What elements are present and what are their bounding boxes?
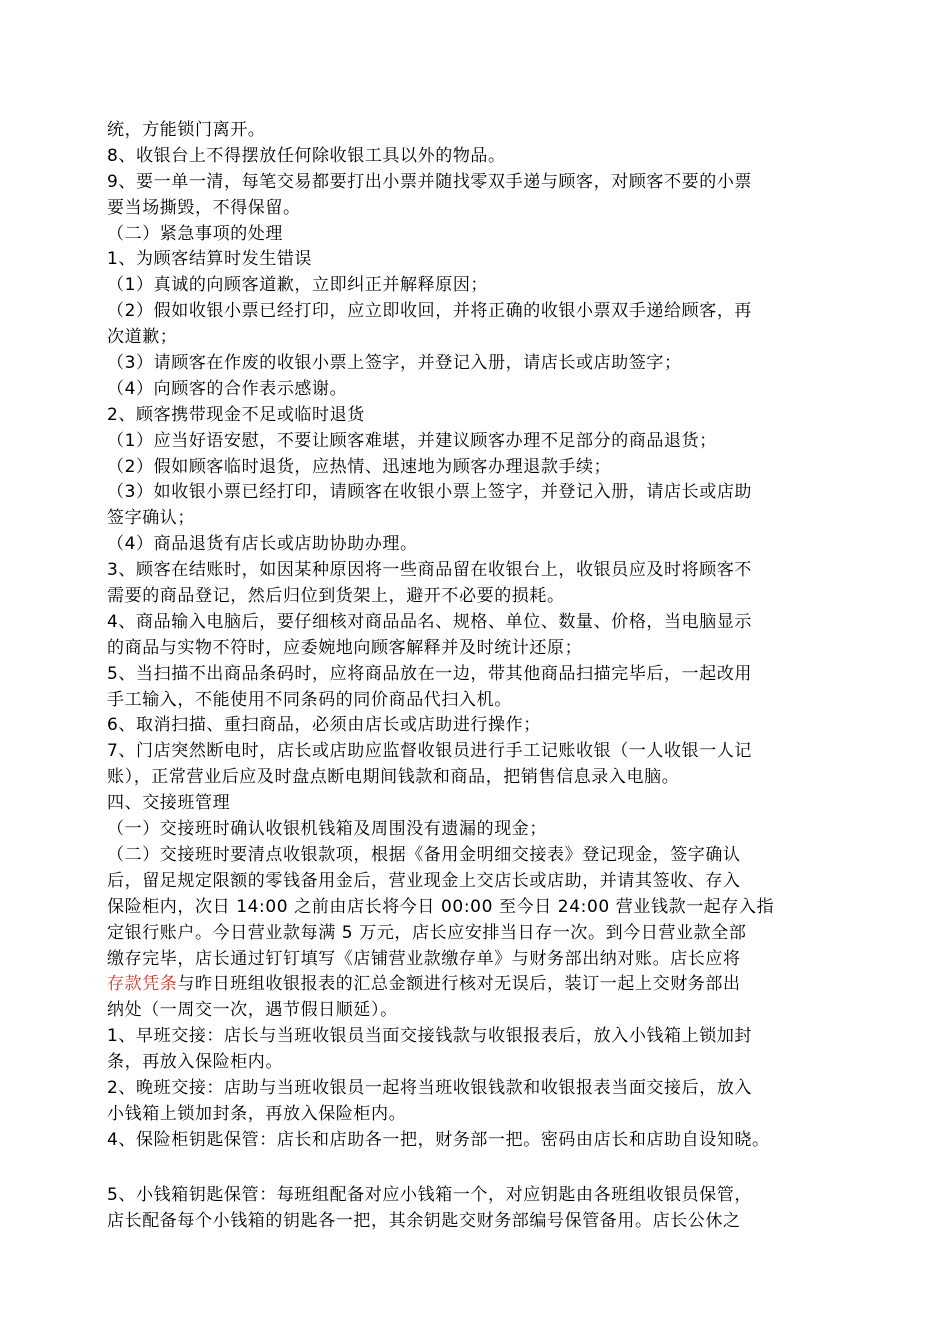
paragraph-block — [107, 998, 827, 1153]
text-line: （3）如收银小票已经打印，请顾客在收银小票上签字，并登记入册，请店长或店助 — [107, 482, 753, 503]
text-line: 4、商品输入电脑后，要仔细核对商品品名、规格、单位、数量、价格，当电脑显示 — [107, 611, 753, 632]
text-line: （二）交接班时要清点收银款项，根据《备用金明细交接表》登记现金，签字确认 — [107, 844, 741, 865]
text-line: 5、小钱箱钥匙保管：每班组配备对应小钱箱一个，对应钥匙由各班组收银员保管， — [107, 1184, 753, 1205]
text-line: （二）紧急事项的处理 — [107, 223, 283, 244]
text-line: 2、晚班交接：店助与当班收银员一起将当班收银钱款和收银报表当面交接后，放入 — [107, 1077, 753, 1098]
paragraph-block — [107, 1183, 827, 1235]
text-line: 保险柜内，次日 14:00 之前由店长将今日 00:00 至今日 24:00 营业钱款一起存入指 — [107, 896, 775, 917]
text-line: （4）向顾客的合作表示感谢。 — [107, 378, 348, 399]
text-line: 5、当扫描不出商品条码时，应将商品放在一边，带其他商品扫描完毕后，一起改用 — [107, 663, 753, 684]
text-line-rest: 与昨日班组收银报表的汇总金额进行核对无误后，装订一起上交财务部出 — [177, 974, 741, 995]
text-line: 次道歉； — [107, 327, 178, 348]
text-line: （3）请顾客在作废的收银小票上签字，并登记入册，请店长或店助签字； — [107, 353, 682, 374]
text-line: 4、保险柜钥匙保管：店长和店助各一把，财务部一把。密码由店长和店助自设知晓。 — [107, 1129, 770, 1150]
text-line: 小钱箱上锁加封条，再放入保险柜内。 — [107, 1103, 407, 1124]
text-line: 手工输入，不能使用不同条码的同价商品代扫入机。 — [107, 689, 512, 710]
text-line: 账），正常营业后应及时盘点断电期间钱款和商品，把销售信息录入电脑。 — [107, 767, 680, 788]
paragraph-block — [107, 118, 827, 972]
text-line-with-highlight — [107, 972, 827, 998]
text-line: 后，留足规定限额的零钱备用金后，营业现金上交店长或店助，并请其签收、存入 — [107, 870, 741, 891]
text-line: （1）真诚的向顾客道歉，立即纠正并解释原因； — [107, 275, 489, 296]
blank-line — [107, 1154, 827, 1183]
text-line: （4）商品退货有店长或店助协助办理。 — [107, 534, 418, 555]
text-line: （一）交接班时确认收银机钱箱及周围没有遗漏的现金； — [107, 819, 547, 840]
highlighted-text: 存款凭条 — [107, 974, 178, 995]
document-page — [107, 118, 827, 1234]
text-line: 定银行账户。今日营业款每满 5 万元，店长应安排当日存一次。到今日营业款全部 — [107, 922, 747, 943]
text-line: （1）应当好语安慰，不要让顾客难堪，并建议顾客办理不足部分的商品退货； — [107, 430, 717, 451]
text-line: 店长配备每个小钱箱的钥匙各一把，其余钥匙交财务部编号保管备用。店长公休之 — [107, 1210, 741, 1231]
text-line: 要当场撕毁，不得保留。 — [107, 197, 301, 218]
text-line: （2）假如顾客临时退货，应热情、迅速地为顾客办理退款手续； — [107, 456, 612, 477]
text-line: 纳处（一周交一次，遇节假日顺延）。 — [107, 1000, 398, 1021]
text-line: 9、要一单一清，每笔交易都要打出小票并随找零双手递与顾客，对顾客不要的小票 — [107, 171, 753, 192]
text-line: 签字确认； — [107, 508, 195, 529]
text-line: 需要的商品登记，然后归位到货架上，避开不必要的损耗。 — [107, 586, 565, 607]
text-line: 的商品与实物不符时，应委婉地向顾客解释并及时统计还原； — [107, 637, 583, 658]
text-line: 统，方能锁门离开。 — [107, 120, 266, 140]
text-line: 1、早班交接：店长与当班收银员当面交接钱款与收银报表后，放入小钱箱上锁加封 — [107, 1026, 753, 1047]
text-line: 6、取消扫描、重扫商品，必须由店长或店助进行操作； — [107, 715, 541, 736]
text-line: 缴存完毕，店长通过钉钉填写《店铺营业款缴存单》与财务部出纳对账。店长应将 — [107, 948, 741, 969]
text-line: 8、收银台上不得摆放任何除收银工具以外的物品。 — [107, 145, 506, 166]
text-line: 条，再放入保险柜内。 — [107, 1052, 283, 1073]
text-line: 四、交接班管理 — [107, 793, 231, 814]
text-line: 7、门店突然断电时，店长或店助应监督收银员进行手工记账收银（一人收银一人记 — [107, 741, 753, 762]
text-line: 2、顾客携带现金不足或临时退货 — [107, 404, 365, 425]
text-line: 3、顾客在结账时，如因某种原因将一些商品留在收银台上，收银员应及时将顾客不 — [107, 560, 753, 581]
text-line: 1、为顾客结算时发生错误 — [107, 249, 313, 270]
text-line: （2）假如收银小票已经打印，应立即收回，并将正确的收银小票双手递给顾客，再 — [107, 301, 753, 322]
